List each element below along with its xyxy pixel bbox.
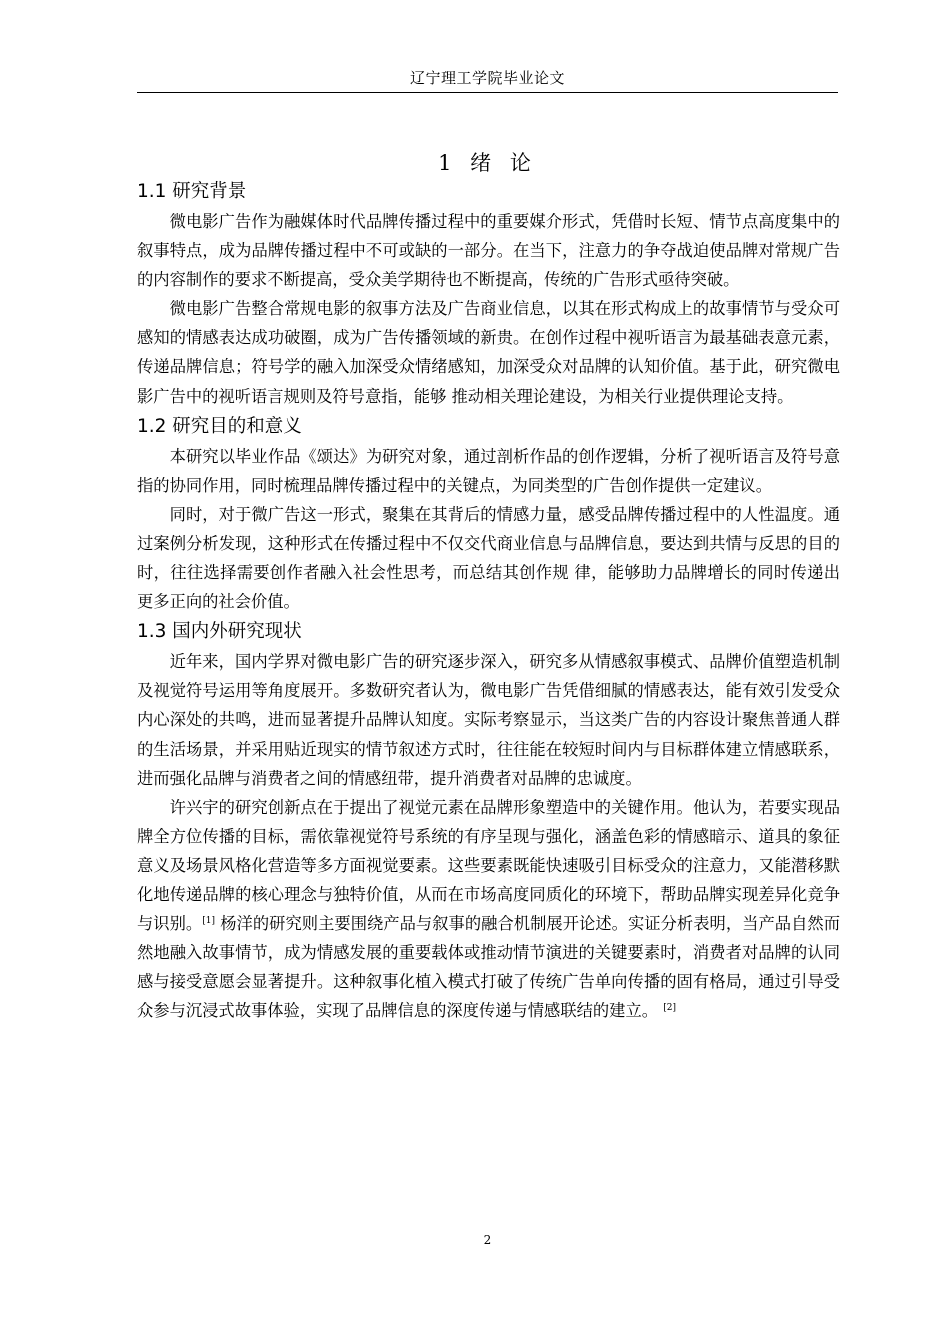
body-paragraph: 微电影广告整合常规电影的叙事方法及广告商业信息，以其在形式构成上的故事情节与受众可感知的情感表达成功破圈，成为广告传播领域的新贵。在创作过程中视听语言为最基础表意元素，传递品牌信息；符号学的融入加深受众情绪感知，加深受众对品牌的认知价值。基于此，研究微电影广告中的视听语言规则及符号意指，能够 推动相关理论建设，为相关行业提供理论支持。 [137, 299, 840, 406]
paragraph-text: 杨洋的研究则主要围绕产品与叙事的融合机制展开论述。实证分析表明，当产品自然而然地融入故事情节，成为情感发展的重要载体或推动情节演进的关键要素时，消费者对品牌的认同感与接受意愿会显著提升。这种叙事化植入模式打破了传统广告单向传播的固有格局，通过引导受众参与沉浸式故事体验，实现了品牌信息的深度传递与情感联结的建立。 [137, 914, 840, 1021]
document-body [137, 176, 840, 1025]
running-header: 辽宁理工学院毕业论文 [409, 69, 565, 87]
section-heading-research-status: 1.3 国内外研究现状 [137, 621, 302, 643]
body-paragraph-with-citations [137, 793, 840, 1026]
paragraph-text: 许兴宇的研究创新点在于提出了视觉元素在品牌形象塑造中的关键作用。他认为，若要实现品牌全方位传播的目标，需依靠视觉符号系统的有序呈现与强化，涵盖色彩的情感暗示、道具的象征意义及场景风格化营造等多方面视觉要素。这些要素既能快速吸引目标受众的注意力，又能潜移默化地传递品牌的核心理念与独特价值，从而在市场高度同质化的环境下，帮助品牌实现差异化竞争与识别。 [137, 797, 840, 934]
header-divider [137, 92, 838, 93]
body-paragraph: 近年来，国内学界对微电影广告的研究逐步深入，研究多从情感叙事模式、品牌价值塑造机制及视觉符号运用等角度展开。多数研究者认为，微电影广告凭借细腻的情感表达，能有效引发受众内心深处的共鸣，进而显著提升品牌认知度。实际考察显示，当这类广告的内容设计聚焦普通人群的生活场景，并采用贴近现实的情节叙述方式时，往往能在较短时间内与目标群体建立情感联系，进而强化品牌与消费者之间的情感纽带，提升消费者对品牌的忠诚度。 [137, 652, 840, 788]
page-number: 2 [483, 1233, 492, 1247]
body-paragraph: 本研究以毕业作品《颂达》为研究对象，通过剖析作品的创作逻辑，分析了视听语言及符号意指的协同作用，同时梳理品牌传播过程中的关键点，为同类型的广告创作提供一定建议。 [137, 446, 840, 495]
body-paragraph: 微电影广告作为融媒体时代品牌传播过程中的重要媒介形式，凭借时长短、情节点高度集中的叙事特点，成为品牌传播过程中不可或缺的一部分。在当下，注意力的争夺战迫使品牌对常规广告的内容制作的要求不断提高，受众美学期待也不断提高，传统的广告形式亟待突破。 [137, 212, 840, 290]
chapter-title: 1 绪 论 [438, 151, 537, 175]
section-heading-purpose: 1.2 研究目的和意义 [137, 415, 302, 437]
section-heading-background: 1.1 研究背景 [137, 181, 247, 202]
citation-reference: [1] [202, 916, 215, 927]
citation-reference: [2] [663, 1003, 676, 1014]
body-paragraph: 同时，对于微广告这一形式，聚集在其背后的情感力量，感受品牌传播过程中的人性温度。通过案例分析发现，这种形式在传播过程中不仅交代商业信息与品牌信息，要达到共情与反思的目的时，往往选择需要创作者融入社会性思考，而总结其创作规 律，能够助力品牌增长的同时传递出更多正向的社会价值。 [137, 504, 840, 612]
